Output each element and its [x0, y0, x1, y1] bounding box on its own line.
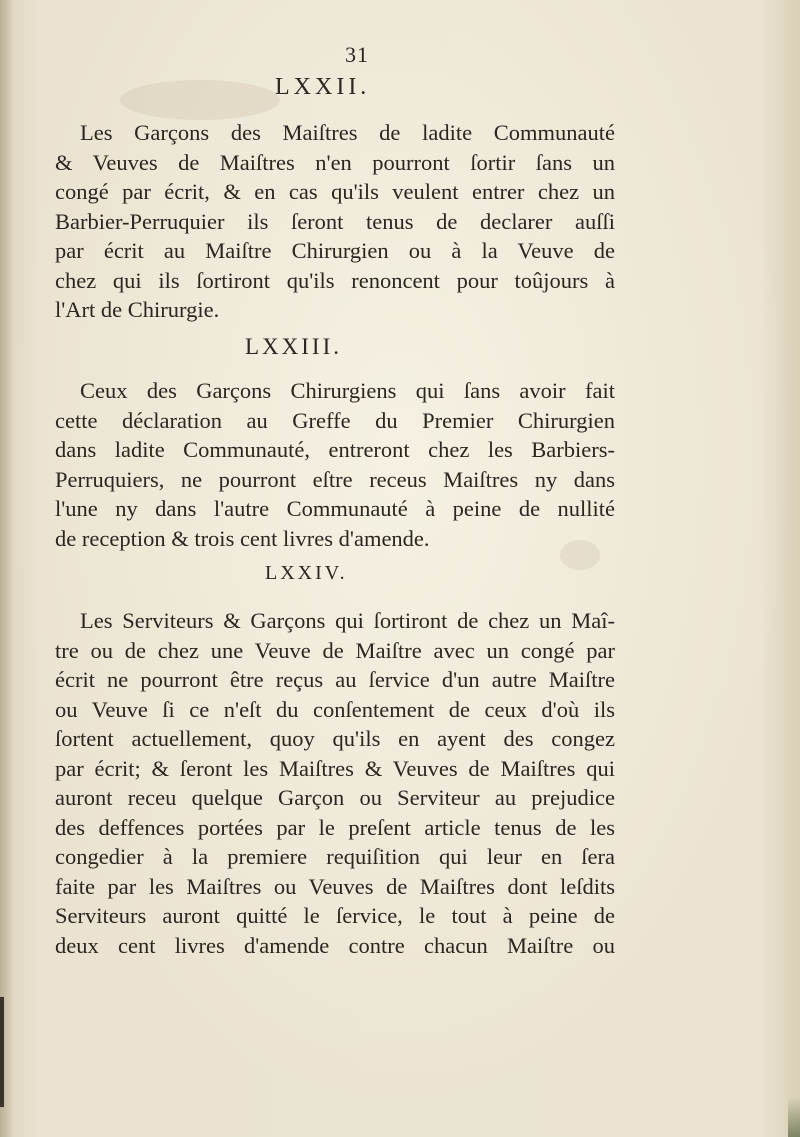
article-paragraph-lxxiii — [55, 376, 615, 553]
text-line: auront receu quelque Garçon ou Serviteur au prejudice — [55, 785, 615, 810]
text-line: l'Art de Chirurgie. — [55, 297, 220, 322]
page-spine-shadow — [0, 0, 14, 1137]
text-line: Perruquiers, ne pourront eſtre receus Maiſtres ny dans — [55, 466, 615, 492]
article-paragraph-lxxiv — [55, 606, 615, 960]
article-paragraph-lxxii — [55, 118, 615, 325]
text-line: de reception & trois cent livres d'amende. — [55, 525, 430, 551]
text-line: ou Veuve ſi ce n'eſt du conſentement de ceux d'où ils — [55, 696, 615, 722]
paper-stain — [120, 80, 280, 120]
text-line: par écrit au Maiſtre Chirurgien ou à la Veuve de — [55, 238, 615, 263]
text-line: Les Serviteurs & Garçons qui ſortiront de chez un Maî- — [80, 608, 615, 633]
article-heading-lxxii: LXXII. — [275, 74, 371, 100]
text-line: des deffences portées par le preſent article tenus de les — [55, 814, 615, 840]
text-line: tre ou de chez une Veuve de Maiſtre avec un congé par — [55, 637, 615, 663]
text-line: Ceux des Garçons Chirurgiens qui ſans avoir fait — [80, 378, 615, 403]
text-line: deux cent livres d'amende contre chacun Maiſtre ou — [55, 932, 615, 958]
text-line: dans ladite Communauté, entreront chez les Barbiers- — [55, 437, 615, 462]
page-number: 31 — [345, 42, 369, 67]
binding-edge-mark — [0, 997, 4, 1107]
article-heading-lxxiii: LXXIII. — [245, 334, 342, 359]
text-line: Barbier-Perruquier ils ſeront tenus de declarer auſſi — [55, 208, 615, 234]
text-line: chez qui ils ſortiront qu'ils renoncent pour toûjours à — [55, 267, 615, 293]
corner-stain — [788, 1097, 800, 1137]
text-line: par écrit; & ſeront les Maiſtres & Veuves de Maiſtres qui — [55, 755, 615, 781]
text-line: ſortent actuellement, quoy qu'ils en ayent des congez — [55, 726, 615, 751]
article-heading-lxxiv: LXXIV. — [265, 562, 348, 584]
text-line: & Veuves de Maiſtres n'en pourront ſortir ſans un — [55, 149, 615, 175]
text-line: faite par les Maiſtres ou Veuves de Maiſtres dont leſdits — [55, 873, 615, 899]
text-line: Serviteurs auront quitté le ſervice, le tout à peine de — [55, 903, 615, 928]
text-line: l'une ny dans l'autre Communauté à peine de nullité — [55, 496, 615, 521]
text-line: congedier à la premiere requiſition qui leur en ſera — [55, 844, 615, 869]
text-line: congé par écrit, & en cas qu'ils veulent entrer chez un — [55, 179, 615, 204]
text-line: écrit ne pourront être reçus au ſervice d'un autre Maiſtre — [55, 667, 615, 692]
text-line: cette déclaration au Greffe du Premier Chirurgien — [55, 407, 615, 433]
text-line: Les Garçons des Maiſtres de ladite Communauté — [80, 120, 615, 145]
